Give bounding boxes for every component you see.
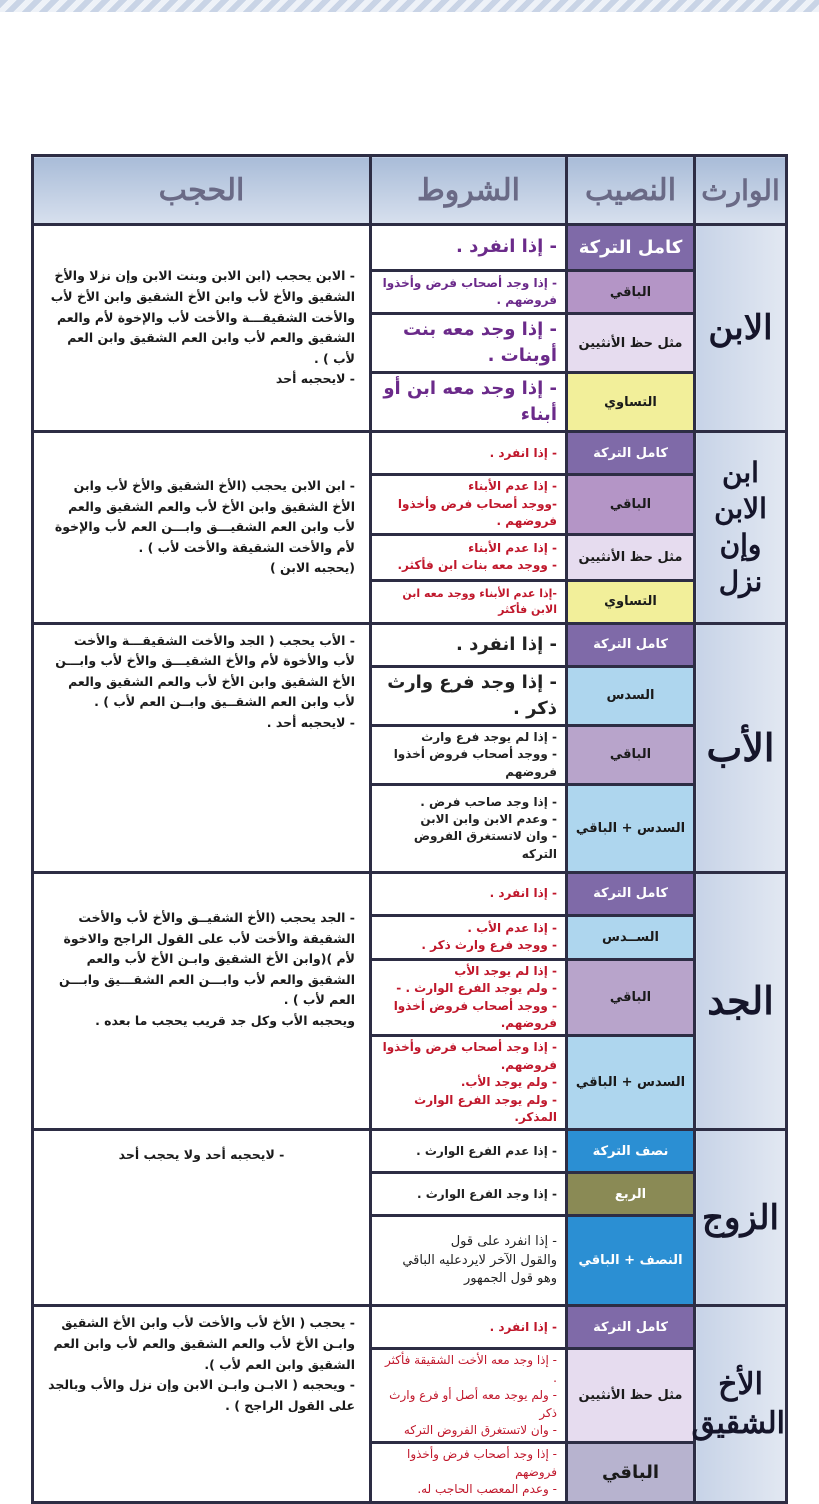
share-cell: التساوي [567,580,695,623]
share-cell: كامل التركة [567,872,695,915]
condition-cell [371,1306,567,1349]
blocking-text: - لايحجبه أحد ولا يحجب أحد [118,1147,285,1163]
condition-cell [371,959,567,1036]
condition-line: - إذا وجد معه بنت أوبنات . [402,319,557,367]
blocking-text: - لايحجبه أحد [275,371,355,387]
blocking-text: - الجد يحجب (الأخ الشقيــق والأخ لأب والأخت الشقيقة والأخت لأب على القول الراجح والاخوة لأم )(وابن الأخ الشقيق وابـن الأخ لأب والعم الشقيق والعم لأب وابـــن العم الشقـــيق وابـــن العم لأب ) . [59,909,355,1008]
condition-line: - ولم يوجد معه أصل أو فرع وارث ذكر [389,1388,557,1420]
condition-cell [371,475,567,534]
share-cell: مثل حظ الأنثيين [567,534,695,580]
condition-line: - إذا انفرد . [455,633,557,655]
condition-line: - إذا عدم الأبناء [468,540,557,555]
share-cell: الباقي [567,959,695,1036]
condition-line: - ولم يوجد الفرع الوارث المذكر. [414,1092,557,1125]
share-cell: كامل التركة [567,225,695,271]
decorative-top-band [0,0,819,12]
header-blocking: الحجب [33,156,371,225]
condition-cell [371,271,567,314]
condition-cell [371,1173,567,1216]
condition-line: - إذا انفرد . [489,1319,557,1334]
header-share: النصيب [567,156,695,225]
blocking-text: ويحجبه الأب وكل جد قريب يحجب ما بعده . [95,1013,355,1029]
condition-cell [371,1130,567,1173]
condition-line: - ولم يوجد الأب. [460,1075,557,1090]
blocking-cell [33,1130,371,1306]
share-cell: السدس + الباقي [567,1036,695,1130]
condition-line: - إذا انفرد على قول [450,1233,557,1249]
condition-line: - إذا وجد أصحاب فرض وأخذوا فروضهم . [382,275,557,307]
condition-line: -إذا عدم الأبناء ووجد معه ابن الابن فأكثر [402,586,557,616]
condition-line: - ولم يوجد الفرع الوارث . - [396,981,557,996]
condition-cell [371,1349,567,1443]
condition-line: - وان لاتستغرق الفروض التركه [403,1422,557,1437]
condition-cell [371,1036,567,1130]
blocking-text: - الابن يحجب (ابن الابن وبنت الابن وإن نزلا والأخ الشقيق والأخ لأب وابن الأخ الشقيق وابن الأخ لأب والأخت الشقيقـــة والأخت لأب والإخوة لأم والعم الشقيق والعم لأب وابن العم الشقيق وابن العم لأب ) . [50,268,355,366]
share-cell: النصف + الباقي [567,1216,695,1306]
condition-cell [371,915,567,959]
condition-line: - إذا وجد صاحب فرض . [420,794,557,809]
condition-line: - إذا انفرد . [489,445,557,460]
condition-line: - إذا لم يوجد الأب [454,963,557,978]
heir-son: الابن [695,225,787,432]
condition-line: - إذا لم يوجد فرع وارث [421,729,557,744]
condition-cell [371,623,567,666]
condition-cell [371,1216,567,1306]
share-cell: كامل التركة [567,623,695,666]
blocking-cell [33,872,371,1130]
share-cell: الباقي [567,475,695,534]
condition-line: - إذا عدم الفرع الوارث . [416,1143,557,1158]
blocking-cell [33,432,371,623]
condition-line: - وعدم المعصب الحاجب له. [417,1482,557,1497]
share-cell: السدس + الباقي [567,784,695,872]
header-row [33,156,787,225]
share-cell: التساوي [567,373,695,432]
condition-cell [371,725,567,784]
condition-line: - إذا انفرد . [455,236,557,258]
condition-cell [371,314,567,373]
condition-line: - وان لاتستغرق الفروض التركه [413,829,557,861]
blocking-text: - لايحجبه أحد . [266,715,355,731]
condition-cell [371,666,567,725]
heir-husband: الزوج [695,1130,787,1306]
share-cell: كامل التركة [567,432,695,475]
heir-father: الأب [695,623,787,872]
condition-line: - ووجد معه بنات ابن فأكثر. [397,558,557,573]
condition-cell [371,784,567,872]
condition-line: - ووجد فرع وارث ذكر . [421,938,557,953]
condition-cell [371,534,567,580]
share-cell: السدس [567,666,695,725]
condition-line: - إذا وجد الفرع الوارث . [417,1186,557,1201]
heir-grandson: ابن الابن وإن نزل [695,432,787,623]
share-cell: الباقي [567,271,695,314]
blocking-text: - ويحجبه ( الابـن وابـن الابن وإن نزل والأب وبالجد على القول الراجح ) . [48,1377,355,1413]
heir-grandfather: الجد [695,872,787,1130]
condition-cell [371,225,567,271]
header-heir: الوارث [695,156,787,225]
condition-line: - إذا عدم الأبناء [468,479,557,494]
condition-line: -ووجد أصحاب فرض وأخذوا فروضهم . [397,496,557,529]
inheritance-table [31,154,788,1504]
header-conditions: الشروط [371,156,567,225]
blocking-text: - الأب يحجب ( الجد والأخت الشقيقـــة والأخت لأب والأخوة لأم والأخ الشقيـــق والأخ لأب وابـــن الأخ الشقيق وابن الأخ لأب والعم الشقيق والعم لأب وابن العم الشقــيق وابــن العم لأب ) . [55,632,355,710]
blocking-cell [33,623,371,872]
condition-line: - إذا وجد معه الأخت الشقيقة فأكثر . [384,1353,557,1385]
share-cell: الربع [567,1173,695,1216]
share-cell: كامل التركة [567,1306,695,1349]
condition-line: - إذا وجد فرع وارث ذكر . [387,671,557,719]
condition-line: - ووجد أصحاب فروض أخذوا فروضهم [393,747,557,779]
condition-line: والقول الآخر لايردعليه الباقي [402,1252,557,1268]
share-cell: الســدس [567,915,695,959]
condition-line: - إذا عدم الأب . [467,921,557,936]
condition-cell [371,432,567,475]
heir-full-brother: الأخ الشقيق [695,1306,787,1502]
condition-line: - إذا وجد أصحاب فرض وأخذوا فروضهم. [382,1040,557,1072]
share-cell: مثل حظ الأنثيين [567,1349,695,1443]
blocking-text: - ابن الابن يحجب (الأخ الشقيق والأخ لأب وابن الأخ الشقيق وابن الأخ لأب والعم الشقيق والعم لأب وابن العم الشقيـــق وابـــن العم لأب والإخوة لأم والأخت الشقيقة والأخت لأب ) . [54,477,355,555]
blocking-text: - يحجب ( الأخ لأب والأخت لأب وابن الأخ الشقيق وابـن الأخ لأب والعم الشقيق والعم لأب وابن العم الشقيق وابن العم لأب ). [53,1315,355,1372]
condition-line: - إذا انفرد . [489,886,557,901]
share-cell: نصف التركة [567,1130,695,1173]
share-cell: الباقي [567,1443,695,1502]
condition-cell [371,1443,567,1502]
blocking-text: (يحجبه الابن ) [269,560,355,576]
blocking-cell [33,225,371,432]
condition-line: - ووجد أصحاب فروض أخذوا فروضهم. [393,998,557,1031]
share-cell: مثل حظ الأنثيين [567,314,695,373]
condition-cell [371,373,567,432]
condition-line: - إذا وجد معه ابن أو أبناء [383,378,557,426]
share-cell: الباقي [567,725,695,784]
condition-line: - إذا وجد أصحاب فرض وأخذوا فروضهم [407,1447,557,1479]
condition-cell [371,580,567,623]
condition-line: - وعدم الابن وابن الابن [420,812,557,827]
condition-cell [371,872,567,915]
blocking-cell [33,1306,371,1502]
condition-line: وهو قول الجمهور [464,1271,557,1287]
